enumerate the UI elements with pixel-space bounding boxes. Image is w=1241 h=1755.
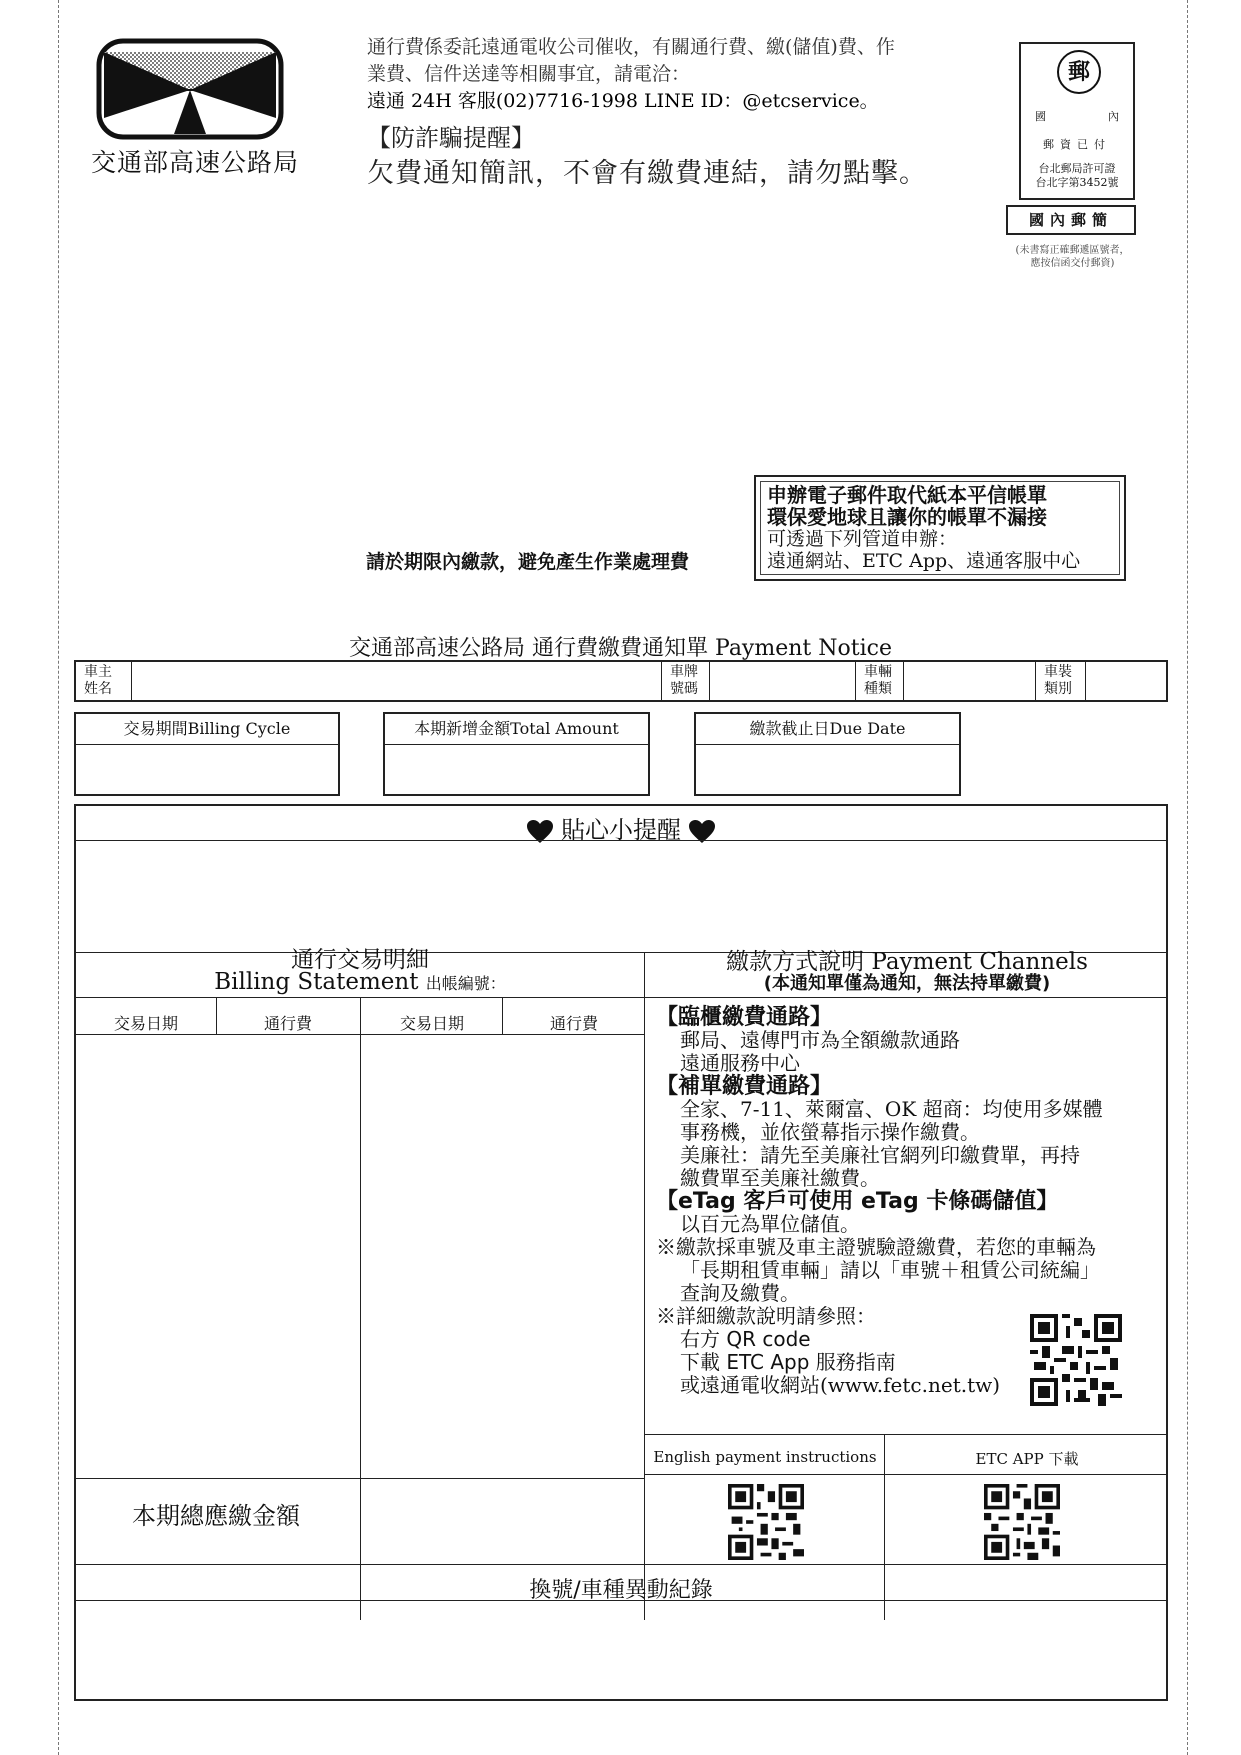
reissue-line-3: 美廉社：請先至美廉社官網列印繳費單，再持 [680,1143,1080,1167]
divider [76,997,1166,998]
divider [502,997,503,1034]
total-amount-box [383,712,650,796]
fold-line-left [58,0,59,1755]
postage-note-2: 應按信函交付郵資) [1030,258,1115,269]
postage-permit [1021,162,1133,190]
qr-code-etc-app[interactable] [984,1484,1060,1560]
change-record-title: 換號/車種異動紀錄 [529,1578,713,1603]
owner-label-1: 車主 [84,664,112,680]
divider [644,1474,1166,1475]
fold-line-right [1187,0,1188,1755]
english-instructions-label: English payment instructions [653,1448,877,1466]
domestic-mail-label: 國內郵簡 [1006,205,1136,235]
divider [644,952,645,1620]
col-date-2: 交易日期 [399,1014,464,1033]
qr-code-english-instructions[interactable] [728,1484,804,1560]
owner-name-value [132,662,662,700]
promo-line-2: 環保愛地球且讓你的帳單不漏接 [767,505,1047,529]
note1-line-1: ※繳款採車號及車主證號驗證繳費，若您的車輛為 [656,1235,1096,1259]
etag-line-1: 以百元為單位儲值。 [680,1212,860,1236]
reissue-line-4: 繳費單至美廉社繳費。 [680,1166,880,1190]
main-statement-table [74,804,1168,1701]
vehicle-type-value [904,662,1036,700]
postage-stamp [1019,42,1135,200]
counter-line-2: 遠通服務中心 [680,1051,800,1075]
divider [76,1034,644,1035]
divider [76,1564,1166,1565]
divider [216,997,217,1034]
plate-value [710,662,856,700]
payment-title: 繳款方式說明 Payment Channels [726,949,1088,975]
fraud-warning-title: 【防詐騙提醒】 [367,124,535,152]
reissue-line-1: 全家、7-11、萊爾富、OK 超商：均使用多媒體 [680,1097,1103,1121]
equip-label-1: 車裝 [1044,664,1072,680]
divider [644,1434,1166,1435]
divider [76,840,1166,841]
payment-channels-header [646,951,1168,995]
statement-subtitle: Billing Statement [214,969,419,995]
plate-label [662,662,710,700]
contact-info [367,34,987,115]
note2-line-2: 右方 QR code [680,1327,811,1351]
equipment-value [1086,662,1166,700]
agency-name: 交通部高速公路局 [90,148,299,177]
note1-line-3: 查詢及繳費。 [680,1281,800,1305]
post-seal-icon: 郵 [1057,50,1101,94]
col-date-1: 交易日期 [113,1014,178,1033]
owner-label-2: 姓名 [84,681,112,697]
statement-title: 通行交易明細 [291,947,429,973]
type-label-1: 車輛 [864,664,892,680]
due-date-box [694,712,961,796]
vehicle-type-label [856,662,904,700]
email-bill-promo [754,475,1126,581]
total-amount-label: 本期新增金額Total Amount [385,714,648,745]
col-toll-1: 通行費 [263,1014,312,1033]
etag-title: 【eTag 客戶可使用 eTag 卡條碼儲值】 [656,1189,1059,1214]
agency-logo [96,38,284,140]
postage-note [1000,244,1145,270]
permit-line-1: 台北郵局許可證 [1038,162,1116,175]
reissue-title: 【補單繳費通路】 [656,1073,833,1099]
statement-header [76,949,644,995]
qr-code-payment-guide[interactable] [1030,1314,1122,1406]
divider [76,1600,1166,1601]
billing-cycle-box [74,712,340,796]
contact-line-3: 遠通 24H 客服(02)7716-1998 LINE ID：@etcservice。 [367,90,879,112]
type-label-2: 種類 [864,681,892,697]
col-toll-2: 通行費 [549,1014,598,1033]
postage-note-1: (未書寫正確郵遞區號者， [1015,245,1130,256]
owner-name-label [76,662,132,700]
equip-label-2: 類別 [1044,681,1072,697]
payment-reminder: 請於期限內繳款，避免產生作業處理費 [366,551,690,573]
contact-line-2: 業費、信件送達等相關事宜，請電洽： [367,63,691,85]
payment-subtitle: (本通知單僅為通知，無法持單繳費) [763,973,1051,994]
note2-line-1: ※詳細繳款說明請參照： [656,1304,876,1328]
promo-line-3: 可透過下列管道申辦： [767,528,958,550]
postage-domestic [1021,108,1133,124]
note2-line-3: 下載 ETC App 服務指南 [680,1350,896,1374]
tips-title: 貼心小提醒 [561,816,681,844]
etc-app-download-label: ETC APP 下載 [975,1450,1079,1468]
note2-line-4: 或遠通電收網站(www.fetc.net.tw) [680,1373,1001,1397]
note1-line-2: 「長期租賃車輛」請以「車號＋租賃公司統編」 [680,1258,1100,1282]
promo-line-4: 遠通網站、ETC App、遠通客服中心 [767,550,1081,572]
promo-line-1: 申辦電子郵件取代紙本平信帳單 [767,483,1047,507]
postage-right-char: 內 [1108,110,1119,123]
plate-label-2: 號碼 [670,681,698,697]
divider [76,1478,644,1479]
period-total-label: 本期總應繳金額 [132,1502,300,1530]
counter-line-1: 郵局、遠傳門市為全額繳款通路 [680,1028,960,1052]
counter-title: 【臨櫃繳費通路】 [656,1004,833,1030]
billing-cycle-label: 交易期間Billing Cycle [76,714,338,745]
notice-title: 交通部高速公路局 通行費繳費通知單 Payment Notice [349,636,892,661]
plate-label-1: 車牌 [670,664,698,680]
postage-left-char: 國 [1035,110,1046,123]
equipment-label [1036,662,1086,700]
reissue-line-2: 事務機，並依螢幕指示操作繳費。 [680,1120,980,1144]
vehicle-info-row [74,660,1168,702]
fraud-warning-text: 欠費通知簡訊，不會有繳費連結，請勿點擊。 [367,158,927,189]
permit-line-2: 台北字第3452號 [1035,176,1119,189]
bill-number-label: 出帳編號： [425,974,506,993]
postage-paid: 郵資已付 [1043,138,1111,151]
divider [360,997,361,1620]
due-date-label: 繳款截止日Due Date [696,714,959,745]
contact-line-1: 通行費係委託遠通電收公司催收，有關通行費、繳(儲值)費、作 [367,36,895,58]
